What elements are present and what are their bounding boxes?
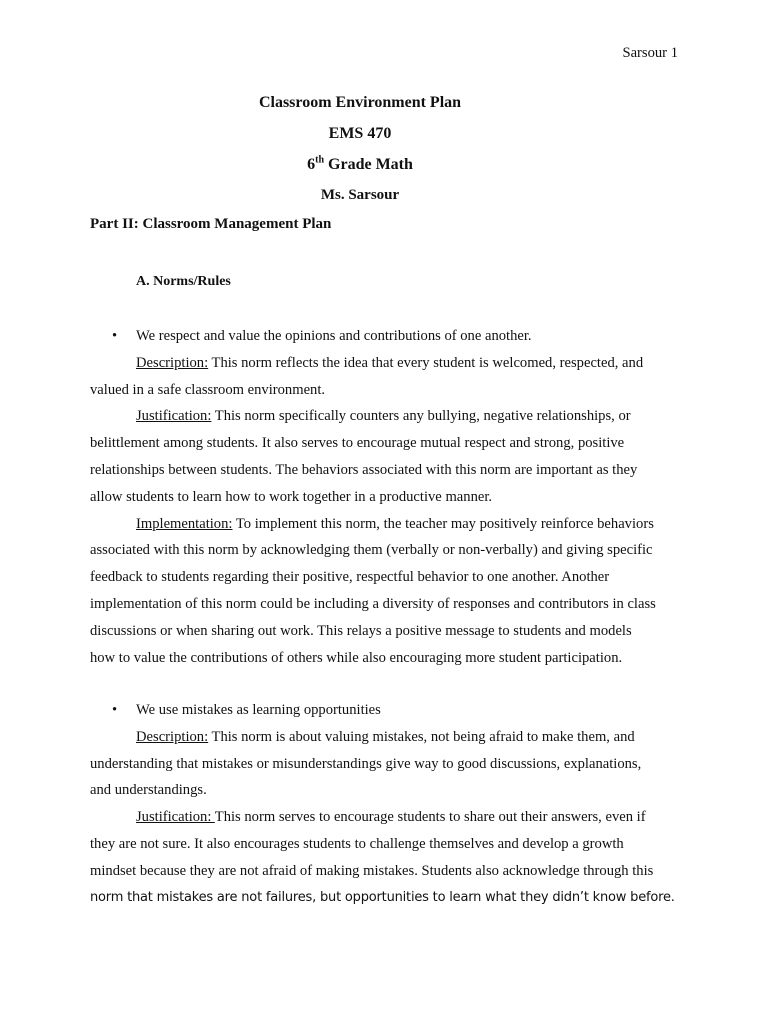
- grade-ordinal-suffix: th: [315, 154, 325, 166]
- section-heading: A. Norms/Rules: [136, 274, 231, 289]
- norm-statement-line: [90, 323, 680, 350]
- justification-label: Justification:: [136, 408, 212, 425]
- author-name: Ms. Sarsour: [320, 187, 400, 203]
- bullet-icon: •: [112, 702, 118, 718]
- norm-item: [90, 323, 680, 671]
- description-label: Description:: [136, 354, 209, 371]
- grade-subject-text: Grade Math: [324, 156, 413, 173]
- norm-statement-line: [90, 697, 680, 724]
- part-heading: Part II: Classroom Management Plan: [90, 216, 332, 232]
- norm-statement: We use mistakes as learning opportunities: [136, 702, 381, 718]
- implementation-label: Implementation:: [136, 515, 233, 532]
- bullet-icon: •: [112, 328, 118, 344]
- grade-number: 6: [307, 156, 316, 173]
- description-paragraph: Description: This norm is about valuing mistakes, not being afraid to make them, and understanding that mistakes or misunderstandings give way to good discussions, explanations, and understandings.: [90, 728, 642, 799]
- implementation-paragraph: Implementation: To implement this norm, the teacher may positively reinforce behaviors associated with this norm by acknowledging them (verbally or non-verbally) and giving specific feedback to students regarding their positive, respectful behavior to one another. Another implementation of this norm could be including a diversity of responses and contributors in class discussions or when sharing out work. This relays a positive message to students and models how to value the contributions of others while also encouraging more student participation.: [90, 515, 656, 666]
- justification-paragraph: Justification: This norm serves to encourage students to share out their answers, even if they are not sure. It also encourages students to challenge themselves and develop a growth mindset because they are not afraid of making mistakes. Students also acknowledge through this norm that mistakes are not failures, but opportunities to learn what they didn’t know before.: [90, 809, 675, 905]
- grade-subject: [0, 156, 720, 174]
- running-head: Sarsour 1: [622, 45, 678, 61]
- justification-label: Justification:: [136, 809, 215, 826]
- norm-item: [90, 697, 680, 911]
- description-paragraph: Description: This norm reflects the idea that every student is welcomed, respected, and valued in a safe classroom environment.: [90, 354, 644, 398]
- justification-paragraph: Justification: This norm specifically counters any bullying, negative relationships, or belittlement among students. It also serves to encourage mutual respect and strong, positive relationships between students. The behaviors associated with this norm are important as they allow students to learn how to work together in a productive manner.: [90, 408, 638, 505]
- description-label: Description:: [136, 728, 209, 745]
- document-title: Classroom Environment Plan: [258, 94, 462, 111]
- norm-statement: We respect and value the opinions and contributions of one another.: [136, 328, 532, 344]
- course-code: EMS 470: [328, 125, 392, 142]
